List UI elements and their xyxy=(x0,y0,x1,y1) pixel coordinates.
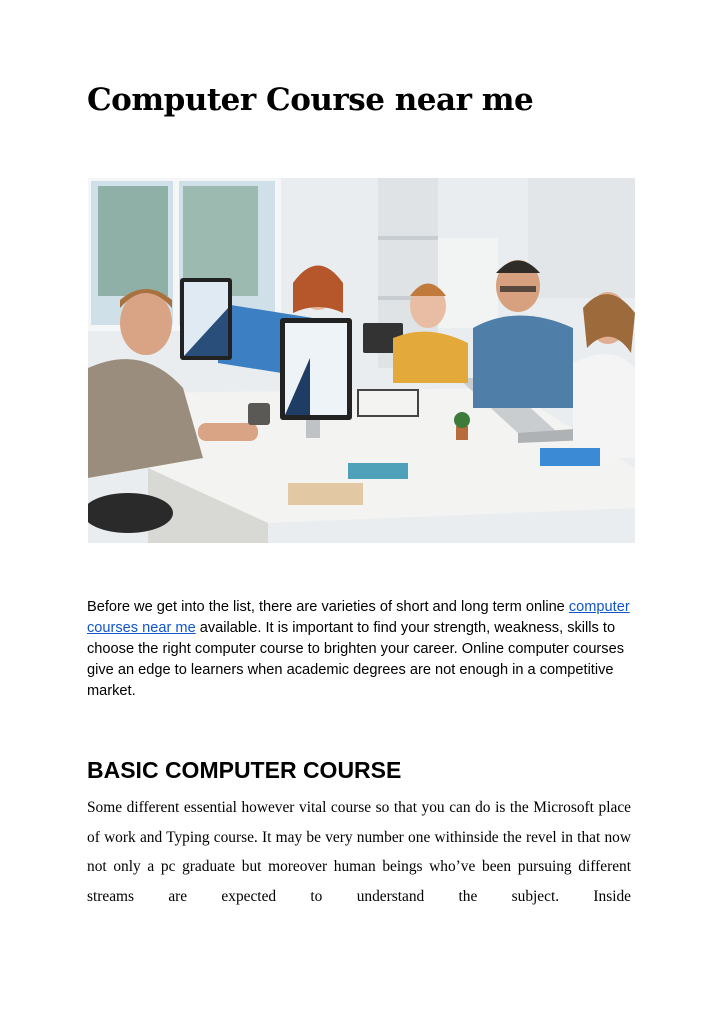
section-heading: BASIC COMPUTER COURSE xyxy=(87,757,402,783)
classroom-illustration xyxy=(88,178,635,543)
intro-text-after: available. It is important to find your strength, weakness, skills to choose the right computer course to brighten your career. Online computer courses give an edge to learners when academic degrees are not enough in a competitive market. xyxy=(87,620,625,699)
intro-paragraph xyxy=(87,597,643,702)
page-title: Computer Course near me xyxy=(87,82,534,118)
section-body: Some different essential however vital course so that you can do is the Microsoft place of work and Typing course. It may be very number one withinside the revel in that now not only a pc graduate but moreover human beings who’ve been pursuing different streams are expected to understand the subject. Inside xyxy=(87,799,631,905)
hero-image xyxy=(88,178,635,543)
computer-courses-link[interactable]: computer courses near me xyxy=(87,599,630,636)
intro-text-before: Before we get into the list, there are varieties of short and long term online xyxy=(87,599,569,615)
